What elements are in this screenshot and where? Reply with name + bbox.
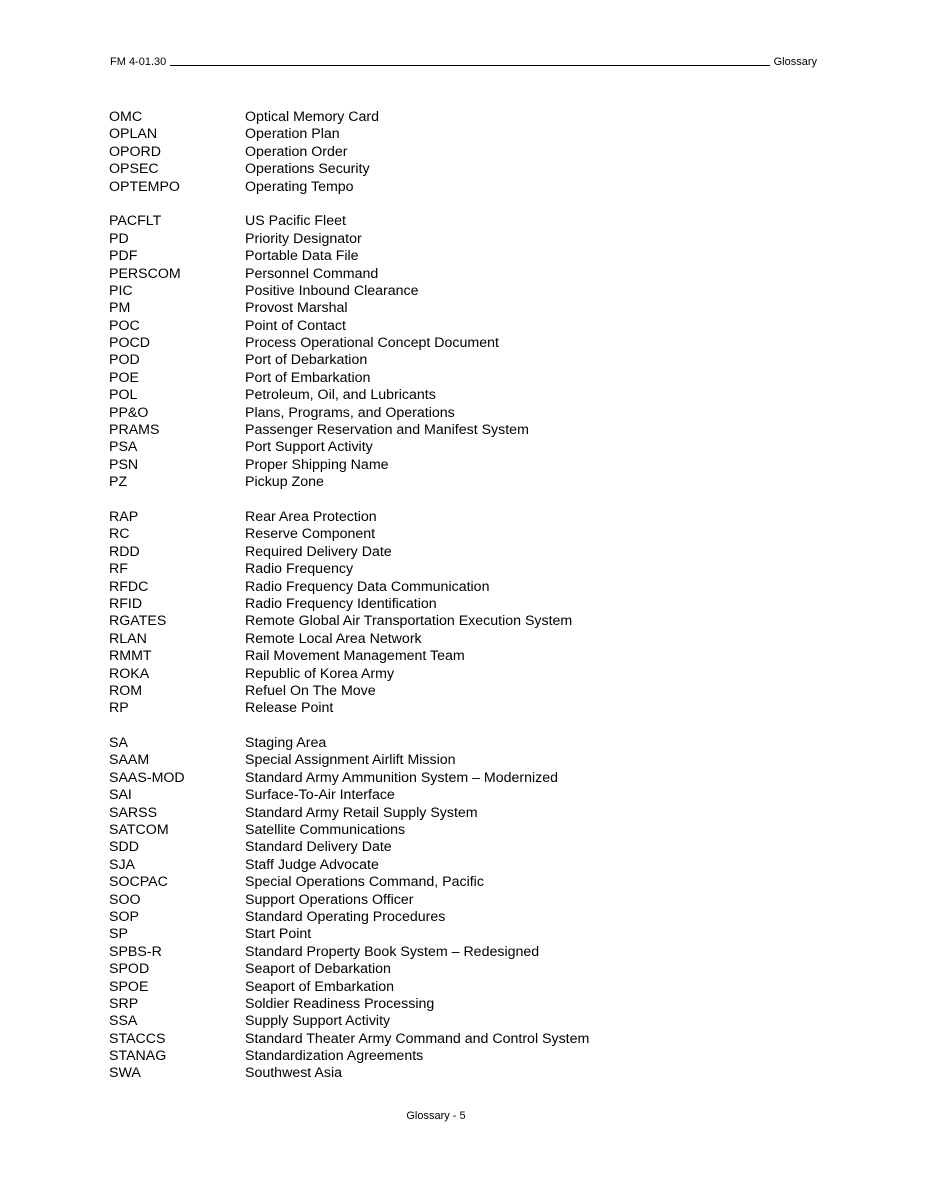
glossary-entry [109, 631, 809, 648]
glossary-entry [109, 735, 809, 752]
glossary-entry [109, 231, 809, 248]
glossary-definition: Plans, Programs, and Operations [245, 404, 455, 421]
glossary-abbreviation: SAI [109, 787, 132, 804]
glossary-entry [109, 1013, 809, 1030]
glossary-abbreviation: SPBS-R [109, 943, 162, 960]
glossary-abbreviation: SPOE [109, 978, 149, 995]
glossary-entry [109, 352, 809, 369]
glossary-abbreviation: RDD [109, 543, 140, 560]
glossary-definition: Standard Operating Procedures [245, 908, 446, 925]
glossary-definition: Petroleum, Oil, and Lubricants [245, 387, 436, 404]
glossary-definition: Standard Property Book System – Redesigned [245, 943, 540, 960]
glossary-definition: Priority Designator [245, 230, 362, 247]
glossary-definition: Surface-To-Air Interface [245, 787, 395, 804]
glossary-definition: Soldier Readiness Processing [245, 995, 435, 1012]
glossary-abbreviation: POD [109, 352, 140, 369]
glossary-entry [109, 439, 809, 456]
glossary-entry [109, 892, 809, 909]
glossary-abbreviation: STACCS [109, 1030, 166, 1047]
glossary-definition: Staging Area [245, 735, 327, 752]
glossary-abbreviation: SARSS [109, 804, 158, 821]
glossary-definition: Operation Order [245, 143, 348, 160]
glossary-definition: Proper Shipping Name [245, 456, 389, 473]
glossary-definition: US Pacific Fleet [245, 213, 346, 230]
glossary-entry [109, 1048, 809, 1065]
glossary-definition: Rail Movement Management Team [245, 648, 465, 665]
glossary-abbreviation: OPSEC [109, 161, 159, 178]
glossary-entry [109, 979, 809, 996]
glossary-abbreviation: PACFLT [109, 213, 162, 230]
page-footer: Glossary - 5 [406, 1110, 466, 1122]
glossary-definition: Radio Frequency Identification [245, 595, 437, 612]
document-id: FM 4-01.30 [110, 56, 167, 68]
glossary-entry [109, 700, 809, 717]
glossary-abbreviation: POCD [109, 335, 150, 352]
glossary-abbreviation: RF [109, 561, 128, 578]
glossary-abbreviation: STANAG [109, 1048, 167, 1065]
glossary-definition: Southwest Asia [245, 1065, 343, 1082]
glossary-entry [109, 387, 809, 404]
glossary-abbreviation: RC [109, 526, 130, 543]
glossary-abbreviation: SRP [109, 995, 139, 1012]
glossary-definition: Remote Local Area Network [245, 630, 422, 647]
glossary-abbreviation: SOP [109, 908, 139, 925]
glossary-entry [109, 318, 809, 335]
glossary-abbreviation: RMMT [109, 648, 152, 665]
glossary-definition: Staff Judge Advocate [245, 856, 379, 873]
glossary-definition: Process Operational Concept Document [245, 335, 499, 352]
glossary-definition: Operations Security [245, 161, 370, 178]
glossary-definition: Republic of Korea Army [245, 665, 395, 682]
glossary-definition: Port Support Activity [245, 439, 373, 456]
glossary-definition: Portable Data File [245, 248, 359, 265]
glossary-entry [109, 961, 809, 978]
glossary-entry [109, 266, 809, 283]
glossary-entry [109, 526, 809, 543]
glossary-abbreviation: PZ [109, 474, 128, 491]
glossary-entry [109, 561, 809, 578]
glossary-definition: Pickup Zone [245, 474, 324, 491]
glossary-entry [109, 613, 809, 630]
glossary-definition: Required Delivery Date [245, 543, 392, 560]
glossary-entry [109, 457, 809, 474]
glossary-entry [109, 666, 809, 683]
glossary-entry [109, 474, 809, 491]
glossary-entry [109, 579, 809, 596]
glossary-entry [109, 596, 809, 613]
glossary-abbreviation: PD [109, 230, 129, 247]
glossary-abbreviation: SOO [109, 891, 141, 908]
glossary-entry [109, 944, 809, 961]
glossary-definition: Support Operations Officer [245, 891, 414, 908]
glossary-abbreviation: PERSCOM [109, 265, 181, 282]
glossary-definition: Seaport of Embarkation [245, 978, 395, 995]
glossary-definition: Standard Army Ammunition System – Modernized [245, 769, 559, 786]
glossary-abbreviation: PSN [109, 456, 139, 473]
glossary-definition: Rear Area Protection [245, 508, 377, 525]
glossary-definition: Start Point [245, 926, 312, 943]
glossary-abbreviation: ROKA [109, 665, 150, 682]
glossary-abbreviation: SATCOM [109, 822, 169, 839]
glossary-abbreviation: SOCPAC [109, 874, 168, 891]
glossary-group [109, 509, 809, 718]
glossary-entry [109, 1065, 809, 1082]
glossary-entry [109, 161, 809, 178]
glossary-entry [109, 544, 809, 561]
glossary-entry [109, 909, 809, 926]
glossary-group [109, 109, 809, 196]
glossary-definition: Standardization Agreements [245, 1048, 424, 1065]
glossary-entry [109, 370, 809, 387]
glossary-abbreviation: PSA [109, 439, 138, 456]
glossary-definition: Special Operations Command, Pacific [245, 874, 484, 891]
glossary-definition: Remote Global Air Transportation Execution System [245, 613, 573, 630]
glossary-abbreviation: PM [109, 300, 131, 317]
glossary-entry [109, 926, 809, 943]
glossary-definition: Seaport of Debarkation [245, 961, 391, 978]
glossary-abbreviation: PIC [109, 282, 133, 299]
glossary-entry [109, 109, 809, 126]
glossary-definition: Special Assignment Airlift Mission [245, 752, 456, 769]
glossary-abbreviation: SJA [109, 856, 136, 873]
glossary-entry [109, 213, 809, 230]
glossary-abbreviation: PRAMS [109, 422, 160, 439]
glossary-definition: Refuel On The Move [245, 682, 376, 699]
glossary-definition: Satellite Communications [245, 822, 406, 839]
glossary-definition: Port of Embarkation [245, 369, 371, 386]
glossary-entry [109, 335, 809, 352]
glossary-definition: Reserve Component [245, 526, 376, 543]
header-rule [170, 65, 769, 66]
glossary-list [109, 109, 809, 1100]
page-header [110, 54, 817, 68]
glossary-abbreviation: RAP [109, 508, 139, 525]
glossary-entry [109, 300, 809, 317]
glossary-definition: Radio Frequency [245, 561, 354, 578]
glossary-entry [109, 752, 809, 769]
glossary-abbreviation: PP&O [109, 404, 149, 421]
glossary-entry [109, 1031, 809, 1048]
glossary-definition: Standard Army Retail Supply System [245, 804, 478, 821]
glossary-definition: Optical Memory Card [245, 109, 380, 125]
glossary-definition: Standard Theater Army Command and Control System [245, 1030, 590, 1047]
glossary-abbreviation: RFDC [109, 578, 149, 595]
glossary-abbreviation: SPOD [109, 961, 150, 978]
glossary-abbreviation: SDD [109, 839, 139, 856]
glossary-definition: Port of Debarkation [245, 352, 368, 369]
glossary-abbreviation: OPTEMPO [109, 178, 180, 195]
glossary-entry [109, 405, 809, 422]
glossary-abbreviation: RLAN [109, 630, 147, 647]
glossary-abbreviation: POE [109, 369, 139, 386]
glossary-abbreviation: SSA [109, 1013, 138, 1030]
glossary-definition: Standard Delivery Date [245, 839, 392, 856]
glossary-entry [109, 874, 809, 891]
glossary-entry [109, 805, 809, 822]
glossary-abbreviation: RFID [109, 595, 143, 612]
glossary-entry [109, 179, 809, 196]
glossary-entry [109, 648, 809, 665]
glossary-entry [109, 422, 809, 439]
glossary-definition: Supply Support Activity [245, 1013, 391, 1030]
glossary-definition: Operation Plan [245, 126, 340, 143]
glossary-entry [109, 787, 809, 804]
glossary-definition: Operating Tempo [245, 178, 354, 195]
glossary-entry [109, 857, 809, 874]
glossary-entry [109, 144, 809, 161]
glossary-abbreviation: RP [109, 700, 129, 717]
glossary-definition: Passenger Reservation and Manifest System [245, 422, 529, 439]
glossary-definition: Personnel Command [245, 265, 379, 282]
glossary-abbreviation: SAAS-MOD [109, 769, 185, 786]
glossary-definition: Release Point [245, 700, 334, 717]
glossary-definition: Positive Inbound Clearance [245, 282, 419, 299]
glossary-group [109, 735, 809, 1083]
glossary-abbreviation: SA [109, 735, 128, 752]
glossary-abbreviation: PDF [109, 248, 138, 265]
glossary-entry [109, 509, 809, 526]
glossary-definition: Point of Contact [245, 317, 346, 334]
glossary-definition: Provost Marshal [245, 300, 348, 317]
glossary-abbreviation: POL [109, 387, 138, 404]
glossary-abbreviation: OMC [109, 109, 143, 125]
glossary-entry [109, 683, 809, 700]
glossary-abbreviation: POC [109, 317, 140, 334]
glossary-entry [109, 248, 809, 265]
glossary-entry [109, 839, 809, 856]
glossary-abbreviation: SWA [109, 1065, 141, 1082]
glossary-abbreviation: RGATES [109, 613, 167, 630]
glossary-abbreviation: SP [109, 926, 128, 943]
glossary-entry [109, 283, 809, 300]
glossary-entry [109, 770, 809, 787]
glossary-definition: Radio Frequency Data Communication [245, 578, 490, 595]
glossary-abbreviation: SAAM [109, 752, 150, 769]
glossary-abbreviation: OPORD [109, 143, 162, 160]
section-title: Glossary [773, 56, 817, 68]
glossary-abbreviation: OPLAN [109, 126, 158, 143]
glossary-group [109, 213, 809, 491]
glossary-entry [109, 996, 809, 1013]
glossary-entry [109, 822, 809, 839]
glossary-abbreviation: ROM [109, 682, 143, 699]
glossary-entry [109, 126, 809, 143]
